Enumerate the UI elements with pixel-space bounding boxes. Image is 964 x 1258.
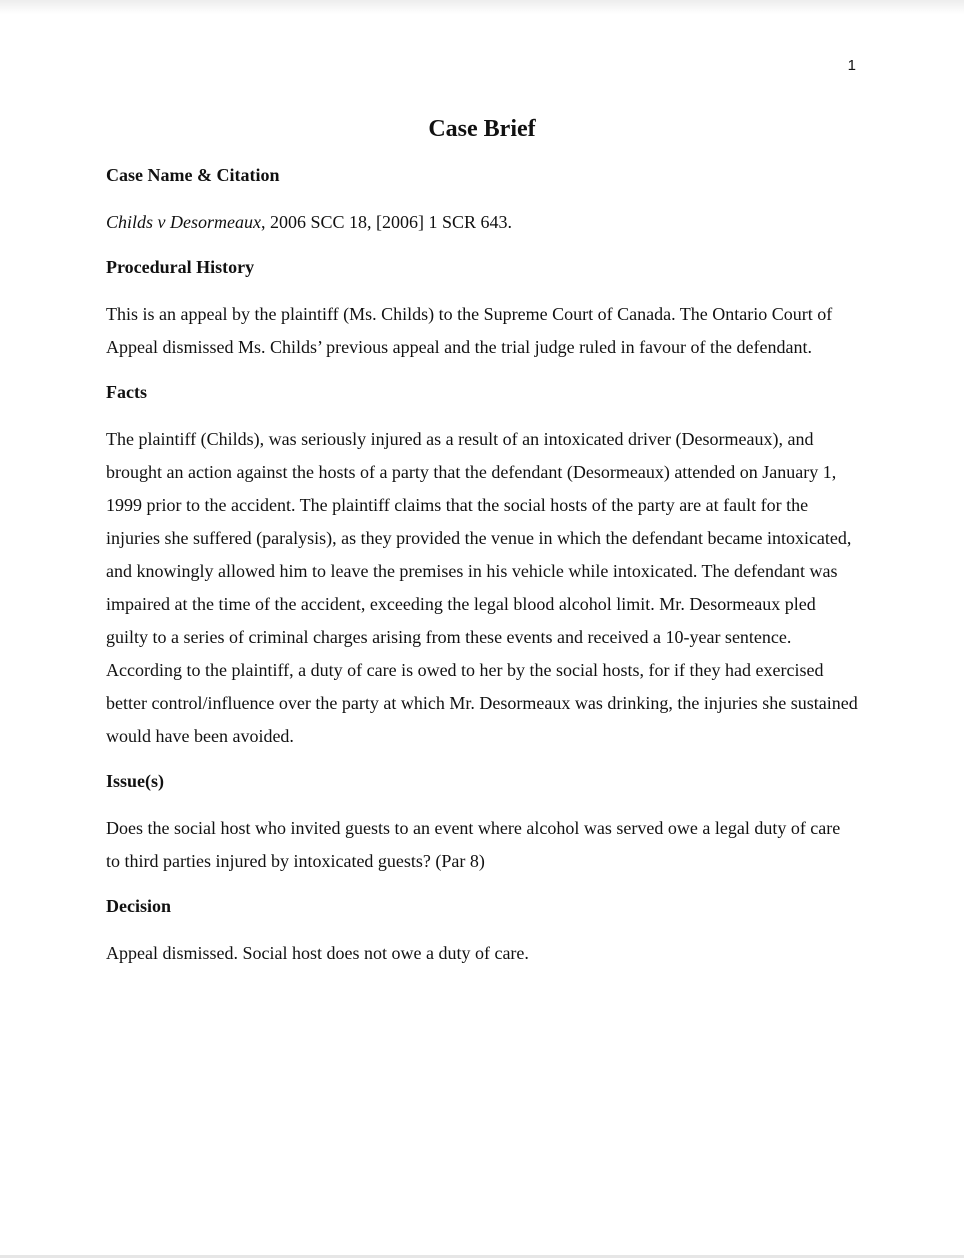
section-heading-procedural-history: Procedural History bbox=[106, 257, 255, 277]
decision-text: Appeal dismissed. Social host does not owe a duty of care. bbox=[106, 943, 529, 963]
section-heading-case-name: Case Name & Citation bbox=[106, 165, 280, 185]
page-top-shadow bbox=[0, 0, 964, 14]
case-name-italic: Childs v Desormeaux bbox=[106, 212, 261, 232]
case-citation bbox=[106, 206, 858, 239]
document-body bbox=[106, 114, 858, 970]
facts-text: The plaintiff (Childs), was seriously injured as a result of an intoxicated driver (Desormeaux), and brought an action against the hosts of a party that the defendant (Desormeaux) attended on January 1, 1999 prior to the accident. The plaintiff claims that the social hosts of the party are at fault for the injuries she suffered (paralysis), as they provided the venue in which the defendant became intoxicated, and knowingly allowed him to leave the premises in his vehicle while intoxicated. The defendant was impaired at the time of the accident, exceeding the legal blood alcohol limit. Mr. Desormeaux pled guilty to a series of criminal charges arising from these events and received a 10-year sentence. According to the plaintiff, a duty of care is owed to her by the social hosts, for if they had exercised better control/influence over the party at which Mr. Desormeaux was drinking, the injuries she sustained would have been avoided. bbox=[106, 429, 858, 746]
page-number: 1 bbox=[847, 57, 856, 74]
procedural-history-text: This is an appeal by the plaintiff (Ms. Childs) to the Supreme Court of Canada. The Ontario Court of Appeal dismissed Ms. Childs’ previous appeal and the trial judge ruled in favour of the defendant. bbox=[106, 304, 833, 357]
issues-text: Does the social host who invited guests to an event where alcohol was served owe a legal duty of care to third parties injured by intoxicated guests? (Par 8) bbox=[106, 818, 841, 871]
section-heading-decision: Decision bbox=[106, 896, 171, 916]
section-heading-issues: Issue(s) bbox=[106, 771, 165, 791]
document-title: Case Brief bbox=[428, 116, 536, 142]
citation-details: , 2006 SCC 18, [2006] 1 SCR 643. bbox=[260, 212, 513, 232]
section-heading-facts: Facts bbox=[106, 382, 147, 402]
